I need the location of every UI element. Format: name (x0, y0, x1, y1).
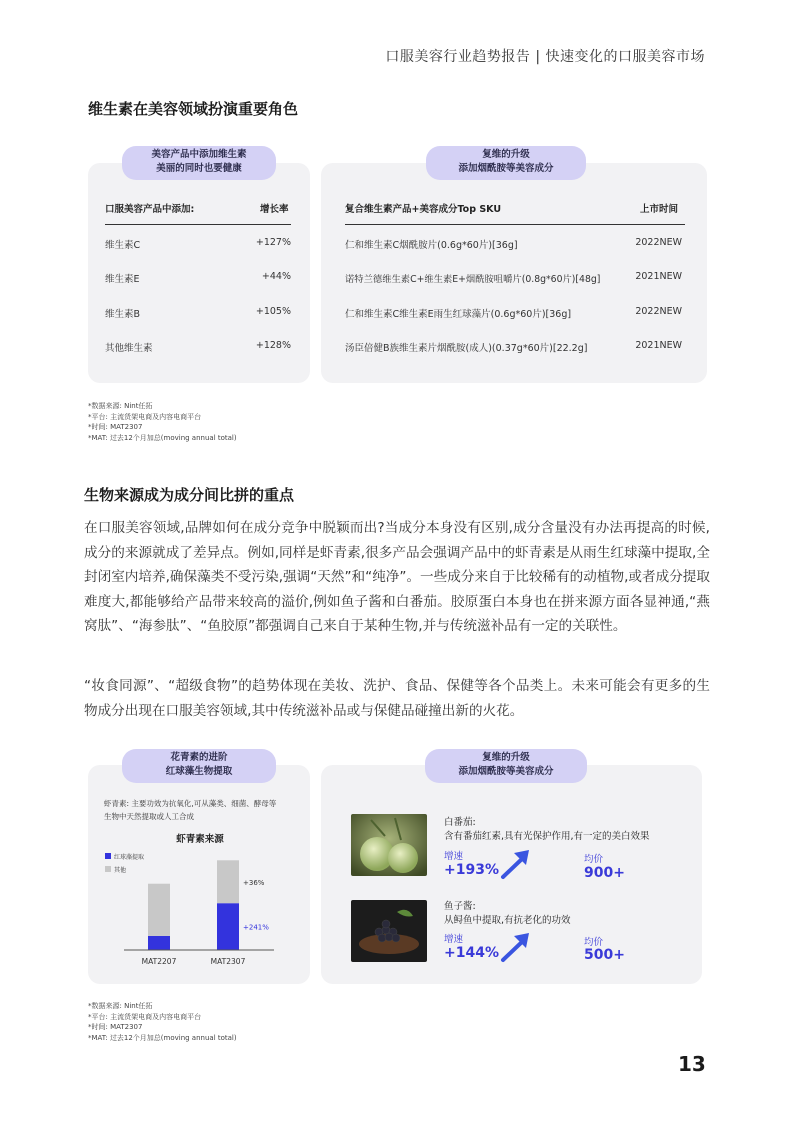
vitamin-name: 维生素B (105, 309, 141, 320)
vitamin-rate: +105% (255, 306, 291, 317)
caviar-image (351, 900, 427, 962)
astaxanthin-source-chart (96, 828, 302, 976)
caviar-name: 鱼子酱: (444, 901, 476, 912)
tomato-growth-value: +193% (444, 862, 499, 878)
caviar-price-label: 均价 (584, 937, 604, 948)
pill-line-1: 花青素的进阶 (170, 752, 228, 763)
caviar-price-value: 500+ (584, 947, 625, 963)
col-header-sku: 复合维生素产品+美容成分Top SKU (345, 204, 502, 215)
premium-pill (425, 749, 587, 783)
table-divider (345, 224, 685, 225)
bar-other-mat2307 (217, 860, 239, 903)
section-title-bio-source: 生物来源成为成分间比拼的重点 (84, 486, 295, 504)
chart-title: 虾青素来源 (176, 834, 224, 845)
legend-label-algae: 红球藻提取 (114, 854, 145, 861)
page-number: 13 (678, 1052, 706, 1076)
col-header-product: 口服美容产品中添加: (105, 204, 195, 215)
sku-name: 诺特兰德维生素C+维生素E+烟酰胺咀嚼片(0.8g*60片)[48g] (345, 274, 601, 285)
annotation-algae-growth: +241% (243, 923, 269, 932)
astaxanthin-desc: 虾青素: 主要功效为抗氧化,可从藻类、细菌、酵母等 (104, 799, 277, 808)
vitamin-rate: +128% (255, 340, 291, 351)
growth-arrow-icon (500, 929, 534, 963)
footnote: *平台: 主流货架电商及内容电商平台 (88, 412, 202, 421)
pill-line-2: 红球藻生物提取 (165, 766, 233, 777)
caviar-desc: 从鲟鱼中提取,有抗老化的功效 (444, 915, 571, 926)
vitamin-name: 其他维生素 (105, 343, 153, 354)
bar-other-mat2207 (148, 884, 170, 936)
astaxanthin-desc: 生物中天然提取或人工合成 (104, 812, 194, 821)
bar-algae-mat2307 (217, 903, 239, 950)
tomato-price-label: 均价 (584, 854, 604, 865)
caviar-growth-label: 增速 (444, 934, 464, 945)
pill-line-2: 添加烟酰胺等美容成分 (458, 766, 554, 777)
vitamin-name: 维生素E (105, 274, 140, 285)
footnote: *MAT: 过去12个月加总(moving annual total) (88, 1033, 237, 1042)
footnote: *时间: MAT2307 (88, 423, 143, 431)
pill-line-2: 添加烟酰胺等美容成分 (458, 163, 554, 174)
tomato-name: 白番茄: (444, 817, 476, 828)
tomato-growth-label: 增速 (444, 851, 464, 862)
vitamin-name: 维生素C (105, 240, 141, 251)
vitamin-rate: +44% (261, 271, 291, 282)
tomato-desc: 含有番茄红素,具有光保护作用,有一定的美白效果 (444, 831, 650, 842)
sku-date: 2022NEW (635, 306, 682, 317)
section-title-vitamins: 维生素在美容领域扮演重要角色 (88, 100, 299, 118)
legend-swatch-algae (105, 853, 111, 859)
sku-name: 汤臣倍健B族维生素片烟酰胺(成人)(0.37g*60片)[22.2g] (345, 343, 588, 354)
footnotes (88, 401, 237, 443)
body-paragraph: 在口服美容领域,品牌如何在成分竞争中脱颖而出?当成分本身没有区别,成分含量没有办法再提高的时候,成分的来源就成了差异点。例如,同样是虾青素,很多产品会强调产品中的虾青素是从雨生红球藻中提取,全封闭室内培养,确保藻类不受污染,强调“天然”和“纯净”。一些成分来自于比较稀有的动植物,或者成分提取难度大,都能够给产品带来较高的溢价,例如鱼子酱和白番茄。胶原蛋白本身也在拼来源方面各显神通,“燕窝肽”、“海参肽”、“鱼胶原”都强调自己来自于某种生物,并与传统滋补品有一定的关联性。 (84, 520, 710, 634)
pill-line-1: 美容产品中添加维生素 (151, 149, 247, 160)
growth-arrow-icon (500, 846, 534, 880)
vitamin-pill (122, 146, 276, 180)
pill-line-1: 复维的升级 (482, 752, 530, 763)
vitamin-rate: +127% (255, 237, 291, 248)
col-header-growth: 增长率 (260, 204, 289, 215)
sku-name: 仁和维生素C烟酰胺片(0.6g*60片)[36g] (345, 240, 518, 251)
pill-line-1: 复维的升级 (482, 149, 530, 160)
footnote: *平台: 主流货架电商及内容电商平台 (88, 1012, 202, 1021)
legend-swatch-other (105, 866, 111, 872)
bar-algae-mat2207 (148, 936, 170, 950)
report-header: 口服美容行业趋势报告 | 快速变化的口服美容市场 (385, 49, 705, 65)
sku-name: 仁和维生素C维生素E雨生红球藻片(0.6g*60片)[36g] (345, 309, 572, 320)
sku-date: 2021NEW (635, 271, 682, 282)
footnote: *数据来源: Nint任拓 (88, 402, 153, 410)
footnotes (88, 1001, 237, 1043)
annotation-other-growth: +36% (243, 878, 265, 887)
legend-label-other: 其他 (114, 867, 127, 874)
caviar-growth-value: +144% (444, 945, 499, 961)
pill-line-2: 美丽的同时也要健康 (156, 163, 242, 174)
footnote: *MAT: 过去12个月加总(moving annual total) (88, 433, 237, 442)
sku-pill (426, 146, 586, 180)
x-tick-label: MAT2207 (141, 957, 177, 966)
tomato-price-value: 900+ (584, 865, 625, 881)
white-tomato-image (351, 814, 427, 876)
x-tick-label: MAT2307 (210, 957, 246, 966)
body-paragraph: “妆食同源”、“超级食物”的趋势体现在美妆、洗护、食品、保健等各个品类上。未来可能会有更多的生物成分出现在口服美容领域,其中传统滋补品或与保健品碰撞出新的火花。 (84, 678, 710, 719)
col-header-launch: 上市时间 (640, 204, 679, 215)
footnote: *时间: MAT2307 (88, 1023, 143, 1031)
astaxanthin-pill (122, 749, 276, 783)
footnote: *数据来源: Nint任拓 (88, 1002, 153, 1010)
table-divider (105, 224, 291, 225)
sku-date: 2021NEW (635, 340, 682, 351)
sku-date: 2022NEW (635, 237, 682, 248)
